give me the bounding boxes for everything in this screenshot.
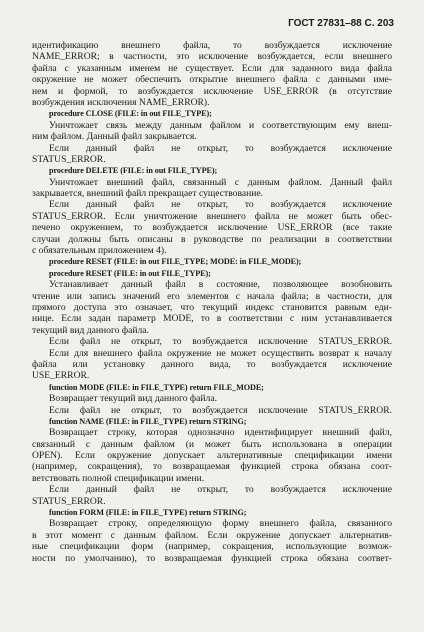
code-signature-line: procedure DELETE (FILE: in out FILE_TYPE); xyxy=(49,166,218,176)
text-line: Возвращает строку, которая однозначно идентифицирует внешний файл, xyxy=(49,427,392,439)
text-line: ветствовать полной спецификации имени. xyxy=(32,472,205,484)
text-line: с обязательным приложением 4). xyxy=(32,245,167,257)
text-line: ности по умолчанию), то возвращаемая функцией строка обязана соответ- xyxy=(32,552,392,564)
text-line: Если для внешнего файла окружение не может осуществить возврат к началу xyxy=(49,347,392,359)
text-line: OPEN). Если окружение допускает альтернативные спецификации имени xyxy=(32,450,392,462)
text-line: окружение не может обеспечить открытие внешнего файла с данными име- xyxy=(32,74,392,86)
text-line: прямого доступа это означает, что текущий индекс становится равным еди- xyxy=(32,301,392,313)
text-line: печено окружением, то возбуждается исключение USE_ERROR (все такие xyxy=(32,222,392,234)
text-line: нем и формой, то возбуждается исключение USE_ERROR (в отсутствие xyxy=(32,85,392,97)
text-line: Если данный файл не открыт, то возбуждается исключение xyxy=(49,484,392,496)
text-line: связанный с данным файлом (и может быть использована в операции xyxy=(32,438,392,450)
text-line: случаи должны быть описаны в руководстве по реализации в соответствии xyxy=(32,233,392,245)
code-signature-line: procedure RESET (FILE: in out FILE_TYPE); xyxy=(49,268,211,278)
code-signature-line: procedure CLOSE (FILE: in out FILE_TYPE); xyxy=(49,109,212,119)
text-line: Устанавливает данный файл в состояние, позволяющее возобновить xyxy=(49,279,392,291)
code-signature-line: procedure RESET (FILE: in out FILE_TYPE; MODE: in FILE_MODE); xyxy=(49,257,302,267)
code-signature-line: function NAME (FILE: in FILE_TYPE) return STRING; xyxy=(49,416,247,426)
text-line: Если файл не открыт, то возбуждается исключение STATUS_ERROR. xyxy=(49,404,392,416)
code-signature-line: function FORM (FILE: in FILE_TYPE) return STRING; xyxy=(49,508,247,518)
text-line: идентификацию внешнего файла, то возбуждается исключение xyxy=(32,40,392,51)
text-line: Если файл не открыт, то возбуждается исключение STATUS_ERROR. xyxy=(49,336,392,348)
text-line: Возвращает текущий вид данного файла. xyxy=(49,393,217,405)
text-line: USE_ERROR. xyxy=(32,370,90,382)
text-line: NAME_ERROR; в частности, это исключение возбуждается, если внешнего xyxy=(32,51,392,63)
text-line: в этот момент с данным файлом. Если окружение допускает альтернатив- xyxy=(32,529,392,541)
text-line: нице. Если задан параметр MODE, то в соответствии с ним устанавливается xyxy=(32,313,392,325)
text-line: ним файлом. Данный файл закрывается. xyxy=(32,131,197,143)
text-line: файла с указанным именем не существует. Если для заданного вида файла xyxy=(32,62,392,74)
document-body xyxy=(32,40,392,564)
text-line: STATUS_ERROR. Если уничтожение внешнего файла не может быть обес- xyxy=(32,210,392,222)
text-line: возбуждения исключения NAME_ERROR). xyxy=(32,96,210,108)
text-line: чтение или запись значений его элементов с начала файла; в частности, для xyxy=(32,290,392,302)
text-line: Возвращает строку, определяющую форму внешнего файла, связанного xyxy=(49,518,392,530)
page-header: ГОСТ 27831–88 С. 203 xyxy=(288,18,394,29)
text-line: (например, сокращения), то возвращаемая функцией строка обязана соот- xyxy=(32,461,392,473)
text-line: ные спецификации форм (например, сокращения, использующие возмож- xyxy=(32,541,392,553)
code-signature-line: function MODE (FILE: in FILE_TYPE) return FILE_MODE; xyxy=(49,382,264,392)
text-line: файла или установку данного вида, то возбуждается исключение xyxy=(32,358,392,370)
text-line: Уничтожает связь между данным файлом и соответствующим ему внеш- xyxy=(49,119,392,131)
text-line: закрывается, внешний файл прекращает существование. xyxy=(32,188,264,200)
text-line: STATUS_ERROR. xyxy=(32,153,106,165)
text-line: Если данный файл не открыт, то возбуждается исключение xyxy=(49,142,392,154)
text-line: Если данный файл не открыт, то возбуждается исключение xyxy=(49,199,392,211)
text-line: Уничтожает внешний файл, связанный с данным файлом. Данный файл xyxy=(49,176,392,188)
text-line: STATUS_ERROR. xyxy=(32,495,106,507)
text-line: текущий вид данного файла. xyxy=(32,324,149,336)
